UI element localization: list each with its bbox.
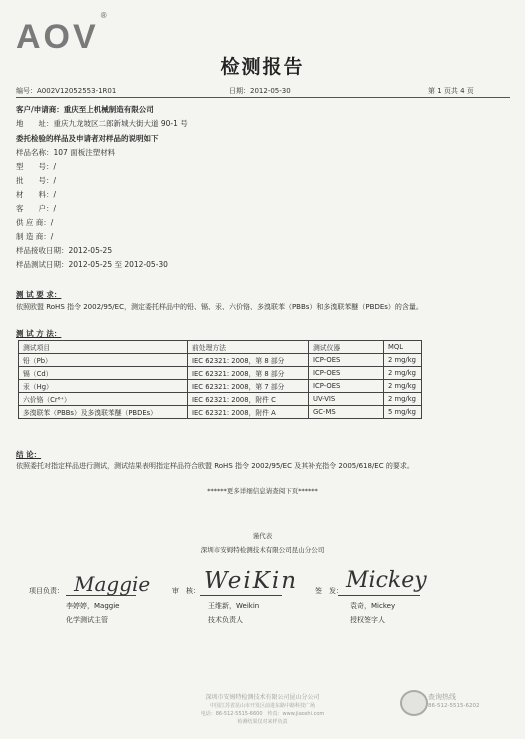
logo-text: AOV [16, 18, 99, 56]
test-request-title: 测 试 要 求： [16, 290, 62, 299]
cell-item: 铅（Pb） [19, 354, 188, 367]
cell-mql: 2 mg/kg [384, 380, 422, 393]
report-date: 日期：2012-05-30 [229, 87, 291, 95]
cell-mql: 5 mg/kg [384, 406, 422, 419]
issuer-name: 袁奇，Mickey [350, 602, 396, 610]
cell-pretreatment: IEC 62321: 2008，第 7 部分 [188, 380, 309, 393]
cell-instrument: ICP-OES [309, 354, 384, 367]
table-header-row [19, 341, 422, 354]
report-number: 编号：A002V12052553-1R01 [16, 87, 117, 95]
cell-item: 汞（Hg） [19, 380, 188, 393]
applicant-line: 客户/申请商：重庆至上机械制造有限公司 [16, 105, 154, 114]
cell-mql: 2 mg/kg [384, 354, 422, 367]
sample-material: 材 料：/ [16, 190, 57, 199]
issuer-role: 授权签字人 [350, 616, 385, 624]
conclusion-title: 结 论： [16, 450, 42, 459]
page-number: 第 1 页共 4 页 [428, 87, 474, 95]
footer-company: 深圳市安姆特检测技术有限公司昆山分公司 [205, 694, 320, 701]
cell-instrument: GC-MS [309, 406, 384, 419]
table-row [19, 380, 422, 393]
page-title: 检测报告 [220, 56, 305, 78]
test-method-title: 测 试 方 法： [16, 329, 62, 338]
sample-customer: 客 户：/ [16, 204, 57, 213]
cell-item: 六价铬（Cr⁶⁺） [19, 393, 188, 406]
cell-pretreatment: IEC 62321: 2008，附件 C [188, 393, 309, 406]
sample-supplier: 供 应 商：/ [16, 218, 54, 227]
issuer-company: 深圳市安姆特检测技术有限公司昆山分公司 [200, 546, 325, 554]
address-line: 地 址：重庆九龙坡区二郎新城大街大道 90-1 号 [16, 119, 188, 128]
column-header-pretreatment: 前处理方法 [188, 341, 309, 354]
column-header-instrument: 测试仪器 [309, 341, 384, 354]
issuer-signature-line [338, 595, 420, 596]
sample-manufacturer: 制 造 商：/ [16, 232, 54, 241]
cell-instrument: ICP-OES [309, 367, 384, 380]
table-row [19, 367, 422, 380]
project-lead-role: 化学测试主管 [66, 616, 108, 624]
hotline-number: 86-512-5515-6202 [428, 703, 480, 709]
logo-registered-mark: ® [100, 10, 110, 20]
project-lead-label: 项目负责： [29, 587, 64, 595]
sample-batch: 批 号：/ [16, 176, 57, 185]
project-lead-name: 李婷婷，Maggie [66, 602, 120, 610]
table-row [19, 406, 422, 419]
received-date: 样品接收日期：2012-05-25 [16, 246, 113, 255]
cell-item: 多溴联苯（PBBs）及多溴联苯醚（PBDEs） [19, 406, 188, 419]
project-lead-signature: Maggie [74, 572, 151, 596]
reviewer-label: 审 核： [172, 587, 200, 595]
sample-model: 型 号：/ [16, 162, 57, 171]
footer-disclaimer: 检测结果仅对来样负责 [237, 719, 288, 725]
cell-mql: 2 mg/kg [384, 367, 422, 380]
cell-item: 镉（Cd） [19, 367, 188, 380]
column-header-mql: MQL [384, 341, 422, 354]
hotline-block [428, 692, 479, 709]
reviewer-role: 技术负责人 [208, 616, 243, 624]
cell-pretreatment: IEC 62321: 2008，第 8 部分 [188, 354, 309, 367]
issuer-signature: Mickey [346, 568, 427, 593]
test-method-table [18, 340, 422, 419]
column-header-item: 测试项目 [19, 341, 188, 354]
hotline-label: 查询热线 [428, 693, 456, 701]
reviewer-signature: WeiKin [204, 568, 299, 594]
footer-address: 中国江苏省昆山市开发区前进东路中路科技广场 [209, 703, 315, 709]
header-divider [16, 97, 510, 98]
phone-hotline-icon [400, 690, 428, 716]
conclusion-text: 依照委托对指定样品进行测试，测试结果表明指定样品符合欧盟 RoHS 指令 2002/95/EC 及其补充指令 2005/618/EC 的要求。 [16, 462, 414, 470]
cell-mql: 2 mg/kg [384, 393, 422, 406]
on-behalf-label: 谨代表 [252, 532, 273, 540]
issuer-label: 签 发： [315, 587, 343, 595]
sample-intro: 委托检验的样品及申请者对样品的说明如下 [16, 134, 159, 143]
reviewer-name: 王维新，Weikin [208, 602, 260, 610]
reviewer-signature-line [200, 595, 282, 596]
sample-name: 样品名称：107 面板注塑材料 [16, 148, 116, 157]
cell-pretreatment: IEC 62321: 2008，附件 A [188, 406, 309, 419]
cell-instrument: UV-VIS [309, 393, 384, 406]
test-date: 样品测试日期：2012-05-25 至 2012-05-30 [16, 260, 168, 269]
cell-pretreatment: IEC 62321: 2008，第 8 部分 [188, 367, 309, 380]
test-request-text: 依照欧盟 RoHS 指令 2002/95/EC，测定委托样品中的铅、镉、汞、六价铬、多溴联苯（PBBs）和多溴联苯醚（PBDEs）的含量。 [16, 303, 423, 311]
continued-note: ******更多详细信息请查阅下页****** [207, 487, 318, 495]
cell-instrument: ICP-OES [309, 380, 384, 393]
table-row [19, 393, 422, 406]
footer-contact: 电话：86-512-5515-6600 传真：www.jiaoshi.com [200, 711, 325, 717]
table-row [19, 354, 422, 367]
project-lead-signature-line [66, 595, 136, 596]
